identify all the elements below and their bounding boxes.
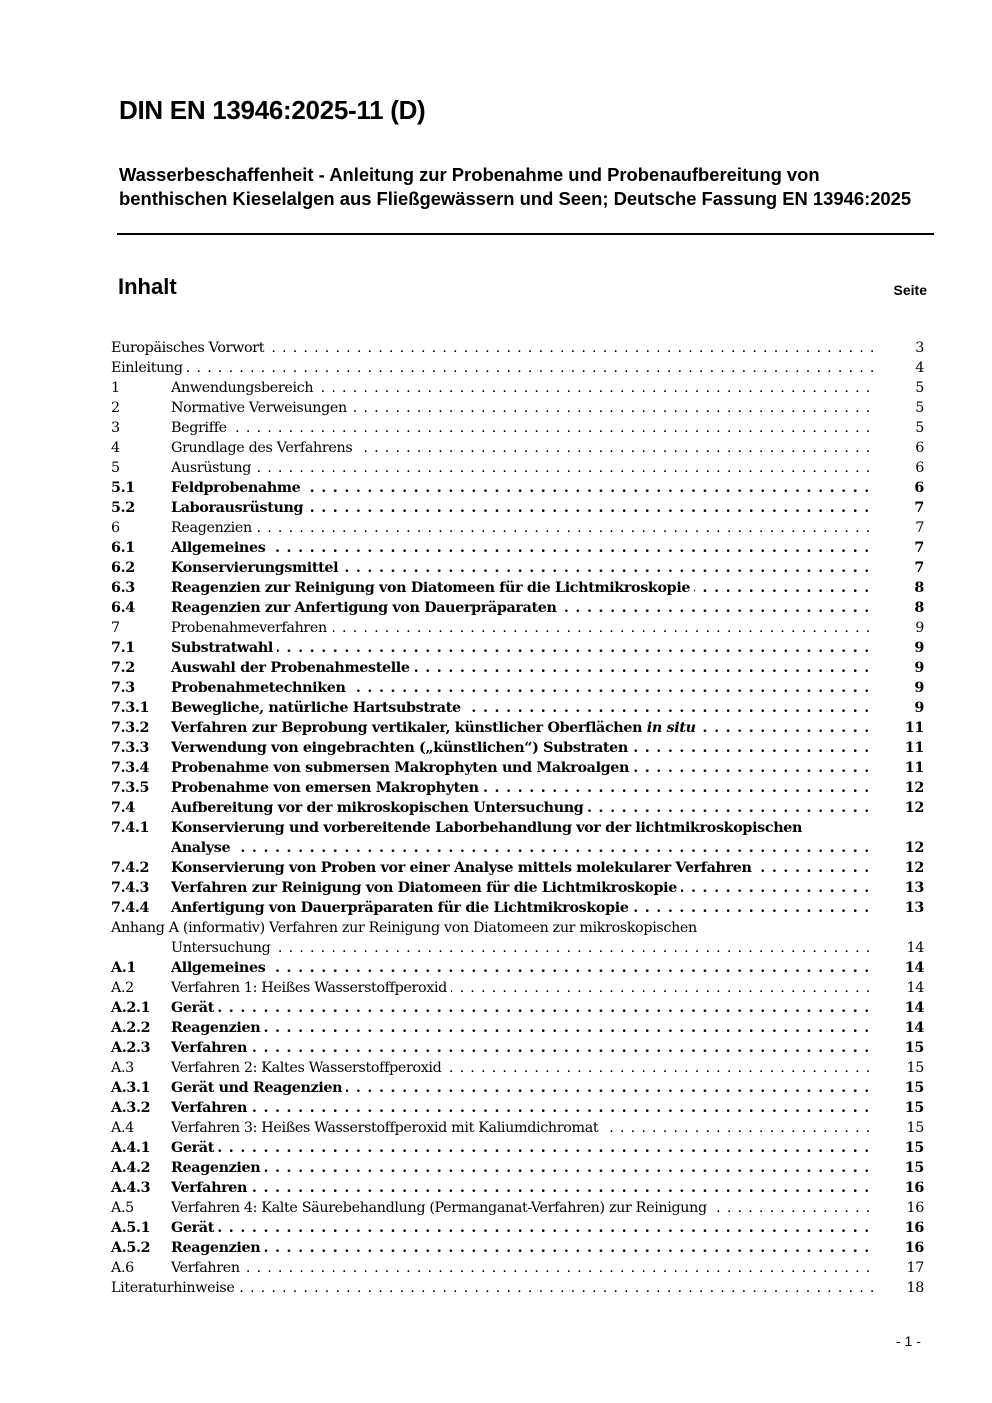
- toc-entry-number: A.2.1: [111, 1000, 151, 1016]
- toc-entry-title: [171, 400, 351, 416]
- toc-entry-title: [171, 1260, 244, 1276]
- toc-entry-title-text: Konservierungsmittel: [171, 560, 339, 576]
- toc-entry-page: 15: [884, 1098, 924, 1118]
- toc-entry[interactable]: [111, 418, 926, 438]
- toc-entry-leader: [171, 958, 926, 978]
- toc-entry-title-text: Reagenzien: [171, 1240, 261, 1256]
- toc-entry[interactable]: [111, 458, 926, 478]
- toc-entry[interactable]: [111, 678, 926, 698]
- toc-entry-number: A.3.2: [111, 1100, 151, 1116]
- toc-entry-page: 14: [884, 978, 924, 998]
- toc-entry[interactable]: [111, 1258, 926, 1278]
- toc-entry-page: 13: [884, 898, 924, 918]
- toc-entry[interactable]: [111, 1078, 926, 1098]
- toc-entry-title: [171, 420, 231, 436]
- toc-entry-title-text: Verfahren: [171, 1040, 248, 1056]
- toc-entry-title-text: Literaturhinweise: [111, 1280, 235, 1296]
- toc-entry-leader: [171, 578, 926, 598]
- toc-entry-number: A.4.3: [111, 1180, 151, 1196]
- document-title: DIN EN 13946:2025-11 (D): [119, 95, 426, 125]
- toc-entry-page: 18: [884, 1278, 924, 1298]
- toc-entry-leader: [171, 658, 926, 678]
- toc-entry-title-text: Reagenzien zur Reinigung von Diatomeen für die Lichtmikroskopie: [171, 580, 691, 596]
- toc-entry[interactable]: [111, 578, 926, 598]
- toc-entry-title-text: Untersuchung: [171, 940, 271, 956]
- toc-entry-page: 6: [884, 458, 924, 478]
- toc-entry-page: 8: [884, 598, 924, 618]
- toc-entry-title-text: Verfahren 3: Heißes Wasserstoffperoxid mit Kaliumdichromat: [171, 1120, 599, 1136]
- toc-entry-number: 6.3: [111, 580, 135, 596]
- toc-entry[interactable]: [111, 1278, 926, 1298]
- title-divider: [117, 233, 934, 235]
- toc-entry-title-italic: in situ: [646, 720, 696, 736]
- toc-entry-page: 15: [884, 1158, 924, 1178]
- toc-entry-title: [171, 1180, 251, 1196]
- toc-entry-page: 15: [884, 1138, 924, 1158]
- toc-entry-title-text: Normative Verweisungen: [171, 400, 347, 416]
- toc-entry-page: 14: [884, 1018, 924, 1038]
- toc-entry[interactable]: [111, 1118, 926, 1138]
- toc-entry-number: A.2: [111, 980, 134, 996]
- toc-entry-title: [171, 600, 561, 616]
- toc-entry-page: 15: [884, 1038, 924, 1058]
- toc-entry[interactable]: [111, 1158, 926, 1178]
- toc-entry-title-text: Probenahmetechniken: [171, 680, 346, 696]
- toc-entry-number: A.6: [111, 1260, 134, 1276]
- toc-entry-title: [171, 1100, 251, 1116]
- toc-entry-page: 9: [884, 658, 924, 678]
- toc-entry[interactable]: [111, 878, 926, 898]
- toc-entry-page: 16: [884, 1178, 924, 1198]
- toc-entry-title: [171, 620, 331, 636]
- toc-entry-page: 9: [884, 678, 924, 698]
- toc-entry-title-text: Gerät: [171, 1220, 214, 1236]
- toc-entry-leader: [111, 338, 926, 358]
- toc-entry-title: [171, 840, 234, 856]
- toc-entry-page: 8: [884, 578, 924, 598]
- toc-entry-page: 16: [884, 1218, 924, 1238]
- toc-entry-title: [171, 660, 414, 676]
- toc-entry-number: A.2.3: [111, 1040, 151, 1056]
- toc-entry-title: [171, 640, 277, 656]
- toc-entry-leader: [171, 558, 926, 578]
- toc-entry-title: [171, 460, 255, 476]
- toc-entry-number: A.4.2: [111, 1160, 151, 1176]
- toc-entry[interactable]: [111, 738, 926, 758]
- toc-entry-page: 11: [884, 758, 924, 778]
- toc-entry-title-text: Gerät: [171, 1000, 214, 1016]
- toc-entry-title: [171, 1140, 218, 1156]
- toc-entry-number: 6: [111, 520, 120, 536]
- toc-entry-number: 7.3.2: [111, 720, 150, 736]
- toc-entry-page: 14: [884, 958, 924, 978]
- toc-entry-number: A.4: [111, 1120, 134, 1136]
- toc-entry-leader: [171, 738, 926, 758]
- toc-entry-title-text: Reagenzien zur Anfertigung von Dauerpräparaten: [171, 600, 557, 616]
- toc-entry-leader: [171, 718, 926, 738]
- toc-entry[interactable]: [111, 898, 926, 918]
- toc-entry-page: 3: [884, 338, 924, 358]
- toc-entry-title-text: Ausrüstung: [171, 460, 252, 476]
- toc-entry-title-text: Allgemeines: [171, 540, 266, 556]
- toc-entry[interactable]: [111, 1138, 926, 1158]
- toc-entry-leader: [171, 758, 926, 778]
- toc-entry-title-text: Auswahl der Probenahmestelle: [171, 660, 410, 676]
- toc-entry-title-text: Anwendungsbereich: [171, 380, 314, 396]
- toc-entry-title-text: Substratwahl: [171, 640, 273, 656]
- toc-entry-page: 15: [884, 1118, 924, 1138]
- toc-entry[interactable]: [111, 998, 926, 1018]
- page-number: - 1 -: [896, 1333, 921, 1349]
- toc-entry-title-text: Verfahren 4: Kalte Säurebehandlung (Permanganat-Verfahren) zur Reinigung: [171, 1200, 707, 1216]
- toc-entry[interactable]: [111, 1238, 926, 1258]
- toc-entry-page: 7: [884, 538, 924, 558]
- toc-entry-title-text: Verfahren 2: Kaltes Wasserstoffperoxid: [171, 1060, 442, 1076]
- toc-entry-number: 7.4.1: [111, 820, 150, 836]
- toc-entry-title: [171, 760, 633, 776]
- toc-entry-page: 11: [884, 718, 924, 738]
- toc-entry-number: 3: [111, 420, 120, 436]
- toc-entry[interactable]: [111, 698, 926, 718]
- toc-entry-title-text: Anfertigung von Dauerpräparaten für die Lichtmikroskopie: [171, 900, 629, 916]
- toc-entry-number: 6.1: [111, 540, 135, 556]
- toc-entry-number: 7.3.3: [111, 740, 150, 756]
- toc-entry-page: 9: [884, 698, 924, 718]
- toc-entry-number: 4: [111, 440, 120, 456]
- toc-entry-leader: [171, 1218, 926, 1238]
- toc-entry[interactable]: [111, 1058, 926, 1078]
- toc-entry[interactable]: [111, 558, 926, 578]
- toc-entry-title: [171, 560, 342, 576]
- toc-entry-leader: [171, 1098, 926, 1118]
- toc-entry-title: [171, 960, 269, 976]
- toc-entry-title-text: Feldprobenahme: [171, 480, 301, 496]
- toc-entry-leader: [171, 1238, 926, 1258]
- toc-entry-title-text: Bewegliche, natürliche Hartsubstrate: [171, 700, 461, 716]
- toc-entry-page: 7: [884, 498, 924, 518]
- toc-entry-title-text: Verfahren 1: Heißes Wasserstoffperoxid: [171, 980, 447, 996]
- toc-entry-leader: [171, 938, 926, 958]
- toc-entry-leader: [171, 798, 926, 818]
- toc-entry-page: 9: [884, 618, 924, 638]
- toc-entry-number: 7.4.4: [111, 900, 150, 916]
- toc-entry-leader: [171, 698, 926, 718]
- toc-entry-leader: [111, 1278, 926, 1298]
- toc-entry-number: 7.4.3: [111, 880, 150, 896]
- toc-entry-title: [111, 340, 268, 356]
- toc-entry-leader: [171, 1038, 926, 1058]
- toc-entry[interactable]: [111, 638, 926, 658]
- toc-entry-number: 7.3: [111, 680, 135, 696]
- toc-entry[interactable]: [111, 958, 926, 978]
- toc-entry-leader: [171, 978, 926, 998]
- toc-entry-number: 7.4.2: [111, 860, 150, 876]
- table-of-contents: [111, 338, 926, 1298]
- toc-entry[interactable]: [111, 798, 926, 818]
- toc-entry-number: 5: [111, 460, 120, 476]
- toc-entry-leader: [171, 1138, 926, 1158]
- toc-entry-page: 16: [884, 1238, 924, 1258]
- toc-entry-number: 5.2: [111, 500, 135, 516]
- toc-entry-title-text: Reagenzien: [171, 1020, 261, 1036]
- toc-entry-title-text: Verfahren zur Beprobung vertikaler, künstlicher Oberflächen: [171, 720, 643, 736]
- toc-entry[interactable]: [111, 1198, 926, 1218]
- toc-entry-number: 5.1: [111, 480, 135, 496]
- toc-entry-page: 12: [884, 838, 924, 858]
- toc-entry-title: [171, 680, 350, 696]
- toc-entry-title: [171, 720, 700, 736]
- toc-entry-title: [171, 500, 307, 516]
- toc-entry-leader: [171, 878, 926, 898]
- toc-entry[interactable]: [111, 538, 926, 558]
- toc-entry-page: 5: [884, 418, 924, 438]
- toc-entry[interactable]: [111, 918, 926, 958]
- toc-entry[interactable]: [111, 1018, 926, 1038]
- toc-entry-title: [171, 860, 756, 876]
- toc-entry-number: 7.2: [111, 660, 135, 676]
- toc-entry-leader: [171, 518, 926, 538]
- toc-entry-title-text: Konservierung von Proben vor einer Analyse mittels molekularer Verfahren: [171, 860, 752, 876]
- toc-entry-title: [171, 520, 256, 536]
- toc-entry-title: [171, 1060, 445, 1076]
- toc-entry-title: [171, 1200, 711, 1216]
- toc-entry[interactable]: [111, 1098, 926, 1118]
- toc-entry-page: 5: [884, 378, 924, 398]
- toc-entry-title-text: Laborausrüstung: [171, 500, 304, 516]
- toc-entry-title-text: Reagenzien: [171, 520, 252, 536]
- toc-entry-leader: [171, 378, 926, 398]
- toc-entry-leader: [171, 1018, 926, 1038]
- toc-entry-number: 7.3.4: [111, 760, 150, 776]
- toc-entry-title: [171, 900, 633, 916]
- toc-entry-title-text: Gerät und Reagenzien: [171, 1080, 343, 1096]
- toc-entry-title-text: Einleitung: [111, 360, 183, 376]
- toc-entry-title: [171, 1020, 264, 1036]
- toc-entry-title: [171, 980, 451, 996]
- toc-entry-leader: [171, 1178, 926, 1198]
- toc-entry-title-text: Reagenzien: [171, 1160, 261, 1176]
- toc-entry[interactable]: [111, 358, 926, 378]
- toc-entry-title: [171, 780, 483, 796]
- toc-entry-number: 7.1: [111, 640, 135, 656]
- toc-entry-leader: [171, 538, 926, 558]
- toc-entry-title-text: Analyse: [171, 840, 231, 856]
- toc-entry-title: [111, 1280, 239, 1296]
- toc-entry-title: [171, 440, 356, 456]
- toc-entry[interactable]: [111, 1218, 926, 1238]
- toc-entry-page: 12: [884, 798, 924, 818]
- toc-entry-number: A.5: [111, 1200, 134, 1216]
- toc-entry-page: 4: [884, 358, 924, 378]
- toc-entry-number: A.5.2: [111, 1240, 151, 1256]
- toc-entry-number: A.3.1: [111, 1080, 151, 1096]
- toc-entry[interactable]: [111, 818, 926, 858]
- toc-entry-leader: [171, 778, 926, 798]
- toc-entry-page: 9: [884, 638, 924, 658]
- toc-entry-leader: [171, 1118, 926, 1138]
- toc-entry-leader: [171, 638, 926, 658]
- toc-entry-number: A.1: [111, 960, 136, 976]
- toc-entry-page: 12: [884, 778, 924, 798]
- toc-entry-title-line1: Anhang A (informativ) Verfahren zur Reinigung von Diatomeen zur mikroskopischen: [111, 920, 697, 936]
- toc-entry-number: A.2.2: [111, 1020, 151, 1036]
- toc-entry-leader: [171, 1258, 926, 1278]
- toc-entry-number: 7.3.5: [111, 780, 150, 796]
- toc-entry-page: 16: [884, 1198, 924, 1218]
- toc-entry-title: [171, 580, 694, 596]
- toc-entry[interactable]: [111, 1038, 926, 1058]
- toc-entry-leader: [171, 618, 926, 638]
- toc-entry-title-text: Verfahren: [171, 1100, 248, 1116]
- toc-entry-title: [171, 1040, 251, 1056]
- toc-entry-title-text: Probenahme von emersen Makrophyten: [171, 780, 479, 796]
- toc-entry-title: [171, 480, 304, 496]
- toc-entry-page: 14: [884, 938, 924, 958]
- toc-entry-title-text: Allgemeines: [171, 960, 266, 976]
- toc-entry-title-text: Aufbereitung vor der mikroskopischen Untersuchung: [171, 800, 584, 816]
- toc-entry-leader: [171, 458, 926, 478]
- toc-entry-title-text: Probenahmeverfahren: [171, 620, 327, 636]
- toc-entry-leader: [171, 1058, 926, 1078]
- toc-entry-leader: [171, 418, 926, 438]
- toc-entry[interactable]: [111, 478, 926, 498]
- toc-entry-title-text: Verwendung von eingebrachten („künstlichen“) Substraten: [171, 740, 628, 756]
- toc-entry-leader: [171, 438, 926, 458]
- toc-entry-title: [171, 1240, 264, 1256]
- toc-entry[interactable]: [111, 978, 926, 998]
- toc-entry-title-text: Probenahme von submersen Makrophyten und Makroalgen: [171, 760, 630, 776]
- toc-entry-title-text: Verfahren zur Reinigung von Diatomeen für die Lichtmikroskopie: [171, 880, 677, 896]
- toc-entry[interactable]: [111, 438, 926, 458]
- toc-entry-page: 11: [884, 738, 924, 758]
- toc-entry[interactable]: [111, 598, 926, 618]
- toc-entry[interactable]: [111, 518, 926, 538]
- toc-entry-leader: [171, 678, 926, 698]
- toc-entry-leader: [171, 1158, 926, 1178]
- toc-entry-title-text: Begriffe: [171, 420, 227, 436]
- toc-entry-number: 7.3.1: [111, 700, 150, 716]
- toc-entry-leader: [171, 498, 926, 518]
- toc-entry-leader: [171, 858, 926, 878]
- toc-entry-leader: [171, 478, 926, 498]
- toc-entry[interactable]: [111, 658, 926, 678]
- toc-entry-title: [111, 360, 187, 376]
- toc-entry-number: 1: [111, 380, 120, 396]
- toc-entry-leader: [171, 1078, 926, 1098]
- toc-entry-number: A.5.1: [111, 1220, 151, 1236]
- toc-entry-number: 7: [111, 620, 120, 636]
- toc-entry-leader: [171, 398, 926, 418]
- toc-entry-page: 7: [884, 518, 924, 538]
- toc-entry-number: A.4.1: [111, 1140, 151, 1156]
- toc-entry-title: [171, 380, 317, 396]
- toc-entry-title: [171, 700, 465, 716]
- toc-entry-leader: [171, 838, 926, 858]
- toc-entry[interactable]: [111, 718, 926, 738]
- toc-entry[interactable]: [111, 758, 926, 778]
- toc-entry[interactable]: [111, 338, 926, 358]
- toc-entry-page: 13: [884, 878, 924, 898]
- toc-entry-title: [171, 1220, 218, 1236]
- page-column-label: Seite: [893, 282, 927, 298]
- toc-entry-title-text: Verfahren: [171, 1260, 240, 1276]
- toc-entry[interactable]: [111, 1178, 926, 1198]
- toc-entry-page: 15: [884, 1078, 924, 1098]
- toc-entry-page: 5: [884, 398, 924, 418]
- toc-entry[interactable]: [111, 778, 926, 798]
- toc-entry-page: 7: [884, 558, 924, 578]
- toc-entry-leader: [171, 1198, 926, 1218]
- toc-entry-title-text: Europäisches Vorwort: [111, 340, 265, 356]
- toc-entry-number: 6.4: [111, 600, 135, 616]
- document-subtitle: Wasserbeschaffenheit - Anleitung zur Probenahme und Probenaufbereitung von benthischen Kieselalgen aus Fließgewässern und Seen; Deutsche Fassung EN 13946:2025: [119, 164, 912, 209]
- toc-entry[interactable]: [111, 858, 926, 878]
- toc-entry-title: [171, 1080, 346, 1096]
- toc-entry-title-text: Grundlage des Verfahrens: [171, 440, 353, 456]
- toc-heading: Inhalt: [118, 274, 177, 299]
- toc-entry-leader: [171, 898, 926, 918]
- toc-entry[interactable]: [111, 618, 926, 638]
- toc-entry-title: [171, 1160, 264, 1176]
- toc-entry[interactable]: [111, 378, 926, 398]
- toc-entry-title: [171, 1120, 602, 1136]
- toc-entry-page: 14: [884, 998, 924, 1018]
- toc-entry-title-text: Verfahren: [171, 1180, 248, 1196]
- toc-entry[interactable]: [111, 498, 926, 518]
- toc-entry-number: 2: [111, 400, 120, 416]
- toc-entry-title-text: Gerät: [171, 1140, 214, 1156]
- toc-entry-title: [171, 540, 269, 556]
- toc-entry-title: [171, 940, 274, 956]
- toc-entry-leader: [111, 358, 926, 378]
- toc-entry-title-line1: Konservierung und vorbereitende Laborbehandlung vor der lichtmikroskopischen: [171, 820, 803, 836]
- toc-entry-page: 6: [884, 478, 924, 498]
- toc-entry-page: 17: [884, 1258, 924, 1278]
- toc-entry-page: 12: [884, 858, 924, 878]
- toc-entry-page: 15: [884, 1058, 924, 1078]
- toc-entry-title: [171, 800, 587, 816]
- toc-entry-number: A.3: [111, 1060, 134, 1076]
- toc-entry-title: [171, 740, 632, 756]
- toc-entry-leader: [171, 598, 926, 618]
- toc-entry-title: [171, 880, 681, 896]
- toc-entry[interactable]: [111, 398, 926, 418]
- toc-entry-leader: [171, 998, 926, 1018]
- toc-entry-number: 7.4: [111, 800, 135, 816]
- toc-entry-number: 6.2: [111, 560, 135, 576]
- toc-entry-title: [171, 1000, 218, 1016]
- toc-entry-page: 6: [884, 438, 924, 458]
